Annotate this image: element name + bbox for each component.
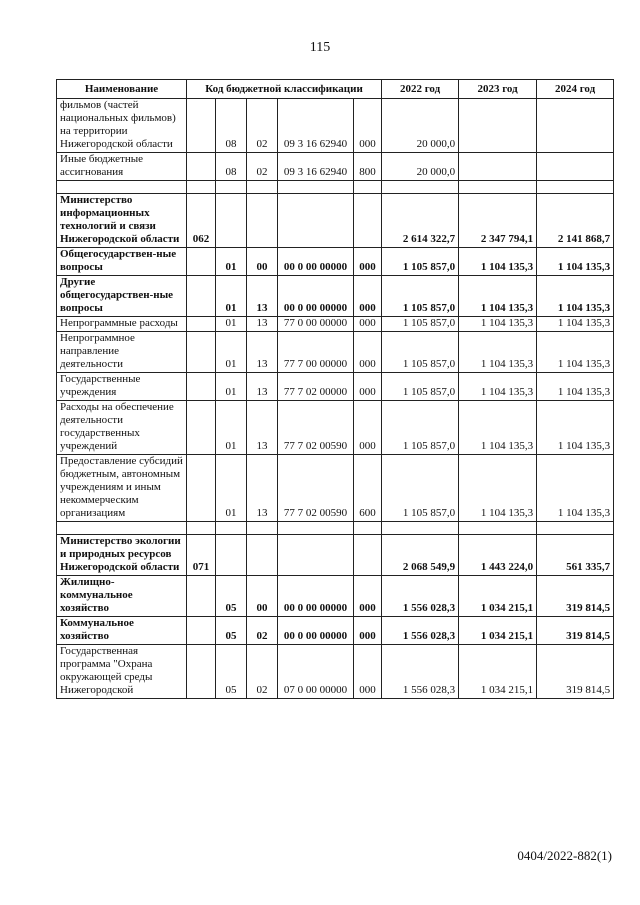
cell-vr — [354, 535, 382, 576]
cell-ved — [187, 153, 216, 181]
cell-2024: 2 141 868,7 — [537, 194, 614, 248]
table-row — [57, 248, 614, 276]
cell-pr: 13 — [247, 455, 278, 522]
spacer-cell — [57, 522, 187, 535]
spacer-cell — [247, 522, 278, 535]
cell-vr: 000 — [354, 401, 382, 455]
cell-vr — [354, 194, 382, 248]
cell-2023 — [459, 153, 537, 181]
cell-rz: 05 — [216, 617, 247, 645]
cell-name: Непрограммное направление деятельности — [57, 332, 187, 373]
cell-pr: 13 — [247, 317, 278, 332]
cell-2024: 1 104 135,3 — [537, 276, 614, 317]
cell-2022: 1 105 857,0 — [382, 455, 459, 522]
document-code: 0404/2022-882(1) — [517, 848, 612, 863]
cell-pr: 13 — [247, 276, 278, 317]
cell-name: Предоставление субсидий бюджетным, автономным учреждениям и иным некоммерческим организациям — [57, 455, 187, 522]
cell-ved — [187, 617, 216, 645]
cell-csr: 77 7 02 00590 — [278, 455, 354, 522]
cell-rz: 08 — [216, 99, 247, 153]
cell-2022: 2 614 322,7 — [382, 194, 459, 248]
spacer-cell — [187, 522, 216, 535]
cell-ved — [187, 576, 216, 617]
cell-ved — [187, 401, 216, 455]
cell-name: Коммунальное хозяйство — [57, 617, 187, 645]
cell-csr: 00 0 00 00000 — [278, 276, 354, 317]
cell-2022: 1 105 857,0 — [382, 317, 459, 332]
cell-2022: 1 556 028,3 — [382, 645, 459, 699]
cell-name: Государственная программа "Охрана окружающей среды Нижегородской — [57, 645, 187, 699]
spacer-cell — [57, 181, 187, 194]
spacer-cell — [537, 181, 614, 194]
cell-pr: 00 — [247, 576, 278, 617]
spacer-cell — [537, 522, 614, 535]
header-2024: 2024 год — [537, 80, 614, 99]
cell-rz: 01 — [216, 332, 247, 373]
cell-csr: 09 3 16 62940 — [278, 99, 354, 153]
table-row — [57, 617, 614, 645]
cell-rz: 01 — [216, 401, 247, 455]
cell-2024: 1 104 135,3 — [537, 401, 614, 455]
table-row — [57, 645, 614, 699]
cell-csr: 00 0 00 00000 — [278, 576, 354, 617]
cell-vr: 600 — [354, 455, 382, 522]
cell-ved: 062 — [187, 194, 216, 248]
cell-csr — [278, 535, 354, 576]
cell-2023: 1 104 135,3 — [459, 317, 537, 332]
cell-ved — [187, 455, 216, 522]
spacer-cell — [459, 181, 537, 194]
cell-ved — [187, 99, 216, 153]
spacer-cell — [247, 181, 278, 194]
cell-name: Жилищно-коммунальное хозяйство — [57, 576, 187, 617]
cell-rz: 01 — [216, 455, 247, 522]
cell-2022: 1 105 857,0 — [382, 373, 459, 401]
cell-ved — [187, 317, 216, 332]
table-row — [57, 332, 614, 373]
cell-2022: 20 000,0 — [382, 99, 459, 153]
spacer-cell — [354, 181, 382, 194]
cell-rz: 05 — [216, 645, 247, 699]
cell-2023: 1 443 224,0 — [459, 535, 537, 576]
cell-2022: 2 068 549,9 — [382, 535, 459, 576]
cell-csr: 77 7 02 00590 — [278, 401, 354, 455]
table-row — [57, 276, 614, 317]
cell-vr: 800 — [354, 153, 382, 181]
cell-2024: 1 104 135,3 — [537, 248, 614, 276]
table-row — [57, 535, 614, 576]
cell-2023: 1 104 135,3 — [459, 276, 537, 317]
cell-pr: 00 — [247, 248, 278, 276]
spacer-cell — [382, 181, 459, 194]
cell-2024: 1 104 135,3 — [537, 373, 614, 401]
cell-name: Иные бюджетные ассигнования — [57, 153, 187, 181]
cell-ved — [187, 332, 216, 373]
cell-rz: 01 — [216, 373, 247, 401]
cell-name: Расходы на обеспечение деятельности государственных учреждений — [57, 401, 187, 455]
cell-csr: 09 3 16 62940 — [278, 153, 354, 181]
cell-rz: 08 — [216, 153, 247, 181]
cell-ved — [187, 373, 216, 401]
table-row — [57, 194, 614, 248]
cell-rz: 01 — [216, 248, 247, 276]
table-row — [57, 455, 614, 522]
header-2023: 2023 год — [459, 80, 537, 99]
cell-2024: 561 335,7 — [537, 535, 614, 576]
table-row — [57, 576, 614, 617]
cell-2023: 1 034 215,1 — [459, 617, 537, 645]
cell-name: Непрограммные расходы — [57, 317, 187, 332]
cell-ved — [187, 276, 216, 317]
cell-ved: 071 — [187, 535, 216, 576]
cell-pr: 13 — [247, 332, 278, 373]
cell-pr — [247, 194, 278, 248]
cell-rz — [216, 535, 247, 576]
cell-name: Общегосударствен-ные вопросы — [57, 248, 187, 276]
cell-vr: 000 — [354, 645, 382, 699]
cell-2023: 1 104 135,3 — [459, 455, 537, 522]
cell-csr: 77 7 00 00000 — [278, 332, 354, 373]
header-name: Наименование — [57, 80, 187, 99]
cell-vr: 000 — [354, 617, 382, 645]
cell-2024 — [537, 99, 614, 153]
cell-rz: 01 — [216, 317, 247, 332]
cell-csr — [278, 194, 354, 248]
cell-2024: 1 104 135,3 — [537, 332, 614, 373]
spacer-cell — [278, 181, 354, 194]
cell-vr: 000 — [354, 373, 382, 401]
cell-pr: 02 — [247, 99, 278, 153]
cell-csr: 00 0 00 00000 — [278, 617, 354, 645]
table-body — [57, 99, 614, 699]
cell-2022: 1 105 857,0 — [382, 401, 459, 455]
header-2022: 2022 год — [382, 80, 459, 99]
spacer-cell — [354, 522, 382, 535]
cell-vr: 000 — [354, 332, 382, 373]
cell-2024: 319 814,5 — [537, 617, 614, 645]
spacer-cell — [382, 522, 459, 535]
table-row — [57, 373, 614, 401]
cell-name: фильмов (частей национальных фильмов) на территории Нижегородской области — [57, 99, 187, 153]
cell-2023: 1 034 215,1 — [459, 576, 537, 617]
cell-2022: 1 556 028,3 — [382, 617, 459, 645]
cell-vr: 000 — [354, 317, 382, 332]
cell-2023: 1 104 135,3 — [459, 373, 537, 401]
table-row — [57, 317, 614, 332]
cell-2023: 1 034 215,1 — [459, 645, 537, 699]
cell-rz: 01 — [216, 276, 247, 317]
cell-2024: 319 814,5 — [537, 645, 614, 699]
cell-2023: 1 104 135,3 — [459, 401, 537, 455]
cell-name: Другие общегосударствен-ные вопросы — [57, 276, 187, 317]
cell-2024: 1 104 135,3 — [537, 455, 614, 522]
cell-name: Государственные учреждения — [57, 373, 187, 401]
spacer-cell — [459, 522, 537, 535]
cell-2022: 20 000,0 — [382, 153, 459, 181]
cell-name: Министерство экологии и природных ресурсов Нижегородской области — [57, 535, 187, 576]
cell-vr: 000 — [354, 99, 382, 153]
cell-2023: 1 104 135,3 — [459, 332, 537, 373]
cell-pr: 13 — [247, 401, 278, 455]
cell-2022: 1 105 857,0 — [382, 276, 459, 317]
table-row — [57, 401, 614, 455]
table-spacer-row — [57, 181, 614, 194]
cell-rz — [216, 194, 247, 248]
table-spacer-row — [57, 522, 614, 535]
table-row — [57, 99, 614, 153]
cell-2023 — [459, 99, 537, 153]
cell-2023: 1 104 135,3 — [459, 248, 537, 276]
cell-pr — [247, 535, 278, 576]
page-number: 115 — [309, 40, 331, 55]
cell-2024: 1 104 135,3 — [537, 317, 614, 332]
cell-2022: 1 105 857,0 — [382, 248, 459, 276]
cell-2022: 1 556 028,3 — [382, 576, 459, 617]
cell-name: Министерство информационных технологий и связи Нижегородской области — [57, 194, 187, 248]
cell-pr: 02 — [247, 153, 278, 181]
cell-vr: 000 — [354, 576, 382, 617]
spacer-cell — [278, 522, 354, 535]
table-row — [57, 153, 614, 181]
budget-table — [56, 79, 614, 699]
cell-pr: 02 — [247, 617, 278, 645]
table-header-row — [57, 80, 614, 99]
spacer-cell — [216, 522, 247, 535]
header-code: Код бюджетной классификации — [187, 80, 382, 99]
cell-pr: 13 — [247, 373, 278, 401]
cell-csr: 07 0 00 00000 — [278, 645, 354, 699]
cell-ved — [187, 645, 216, 699]
cell-vr: 000 — [354, 248, 382, 276]
cell-ved — [187, 248, 216, 276]
spacer-cell — [216, 181, 247, 194]
cell-csr: 77 7 02 00000 — [278, 373, 354, 401]
cell-pr: 02 — [247, 645, 278, 699]
cell-csr: 77 0 00 00000 — [278, 317, 354, 332]
cell-rz: 05 — [216, 576, 247, 617]
cell-2024 — [537, 153, 614, 181]
cell-2024: 319 814,5 — [537, 576, 614, 617]
cell-csr: 00 0 00 00000 — [278, 248, 354, 276]
cell-2023: 2 347 794,1 — [459, 194, 537, 248]
cell-vr: 000 — [354, 276, 382, 317]
cell-2022: 1 105 857,0 — [382, 332, 459, 373]
spacer-cell — [187, 181, 216, 194]
